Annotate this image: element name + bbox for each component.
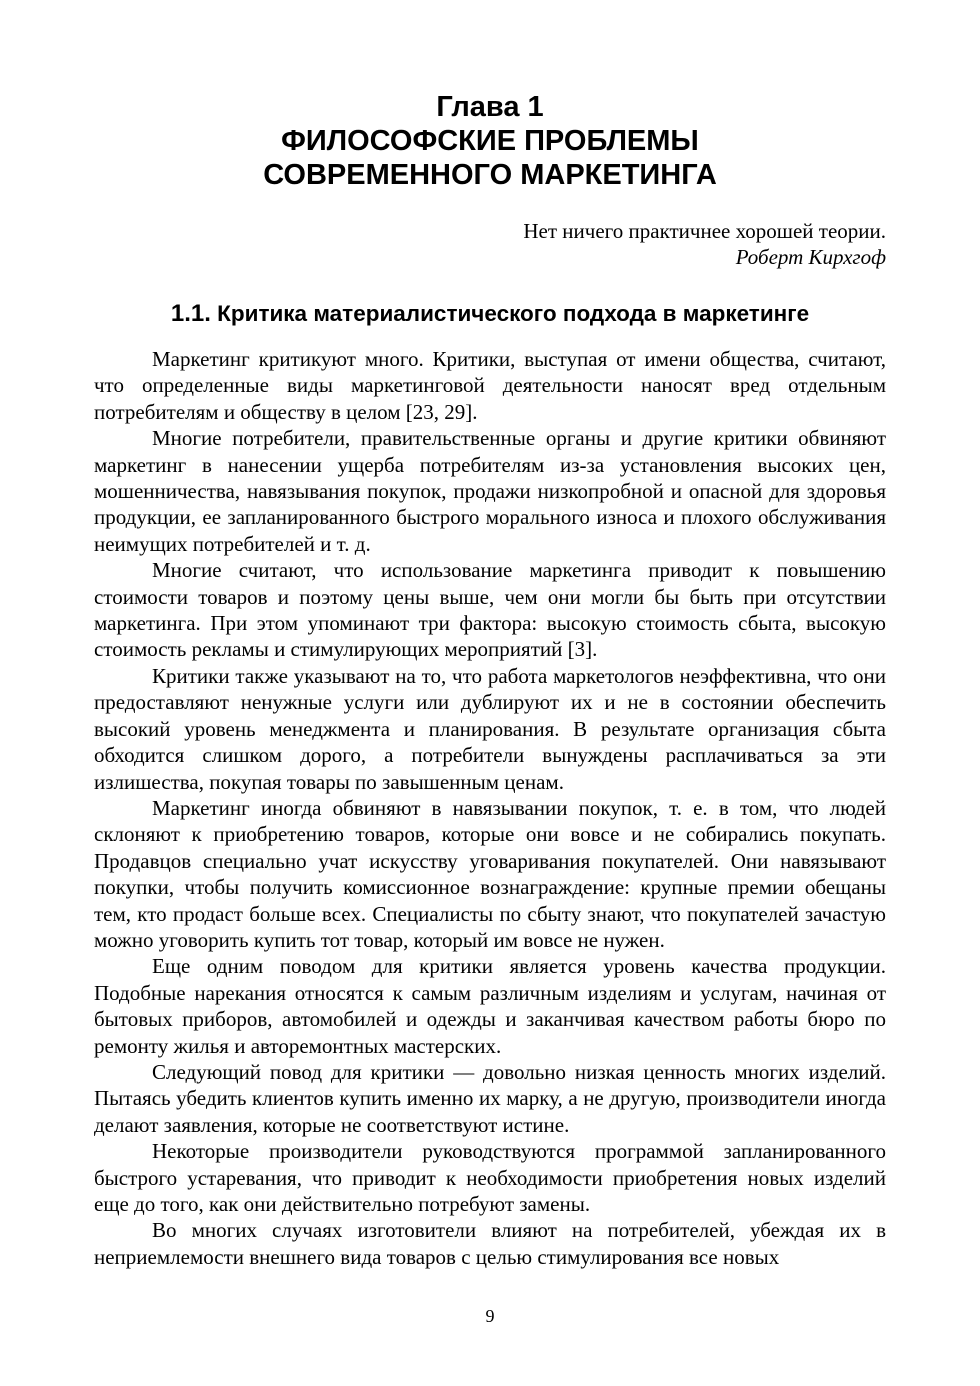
chapter-title-line-2: СОВРЕМЕННОГО МАРКЕТИНГА	[263, 159, 717, 191]
page-content	[94, 90, 886, 1270]
epigraph	[94, 218, 886, 270]
body-text	[94, 346, 886, 1270]
paragraph: Многие считают, что использование маркетинга приводит к повышению стоимости товаров и поэтому цены выше, чем они могли бы быть при отсутствии маркетинга. При этом упоминают три фактора: высокую стоимость сбыта, высокую стоимость рекламы и стимулирующих мероприятий [3].	[94, 558, 886, 662]
paragraph: Еще одним поводом для критики является уровень качества продукции. Подобные нарекания относятся к самым различным изделиям и услугам, начиная от бытовых приборов, автомобилей и одежды и заканчивая качеством работы бюро по ремонту жилья и авторемонтных мастерских.	[94, 954, 886, 1058]
paragraph: Во многих случаях изготовители влияют на потребителей, убеждая их в неприемлемости внешнего вида товаров с целью стимулирования все новых	[94, 1218, 886, 1269]
paragraph: Маркетинг иногда обвиняют в навязывании покупок, т. е. в том, что людей склоняют к приобретению товаров, которые они вовсе и не собирались покупать. Продавцов специально учат искусству уговаривания покупателей. Они навязывают покупки, чтобы получить комиссионное вознаграждение: крупные премии обещаны тем, кто продаст больше всех. Специалисты по сбыту знают, что покупателей зачастую можно уговорить купить тот товар, который им вовсе не нужен.	[94, 795, 886, 952]
chapter-label: Глава 1	[436, 91, 544, 123]
paragraph: Многие потребители, правительственные органы и другие критики обвиняют маркетинг в нанесении ущерба потребителям из-за установления высоких цен, мошенничества, навязывания покупок, продажи низкопробной и опасной для здоровья продукции, ее запланированного быстрого морального износа и плохого обслуживания неимущих потребителей и т. д.	[94, 426, 886, 556]
section-number: 1.1.	[170, 300, 211, 327]
chapter-title-line-1: ФИЛОСОФСКИЕ ПРОБЛЕМЫ	[281, 125, 699, 157]
epigraph-author: Роберт Кирхгоф	[735, 245, 886, 269]
section-title: Критика материалистического подхода в маркетинге	[217, 301, 810, 326]
paragraph: Маркетинг критикуют много. Критики, выступая от имени общества, считают, что определенные виды маркетинговой деятельности наносят вред отдельным потребителям и обществу в целом [23, 29].	[94, 347, 886, 424]
paragraph: Некоторые производители руководствуются программой запланированного быстрого устаревания, что приводит к необходимости приобретения новых изделий еще до того, как они действительно потребуют замены.	[94, 1139, 886, 1216]
chapter-heading	[94, 90, 886, 192]
page-number: 9	[485, 1306, 495, 1326]
paragraph: Следующий повод для критики — довольно низкая ценность многих изделий. Пытаясь убедить клиентов купить именно их марку, а не другую, производители иногда делают заявления, которые не соответствуют истине.	[94, 1059, 886, 1137]
section-heading	[94, 300, 886, 328]
paragraph: Критики также указывают на то, что работа маркетологов неэффективна, что они предоставляют ненужные услуги или дублируют их и не в состоянии обеспечить высокий уровень менеджмента и планирования. В результате организация сбыта обходится слишком дорого, а потребители вынуждены расплачиваться за эти излишества, покупая товары по завышенным ценам.	[94, 663, 886, 794]
epigraph-quote: Нет ничего практичнее хорошей теории.	[523, 219, 886, 243]
